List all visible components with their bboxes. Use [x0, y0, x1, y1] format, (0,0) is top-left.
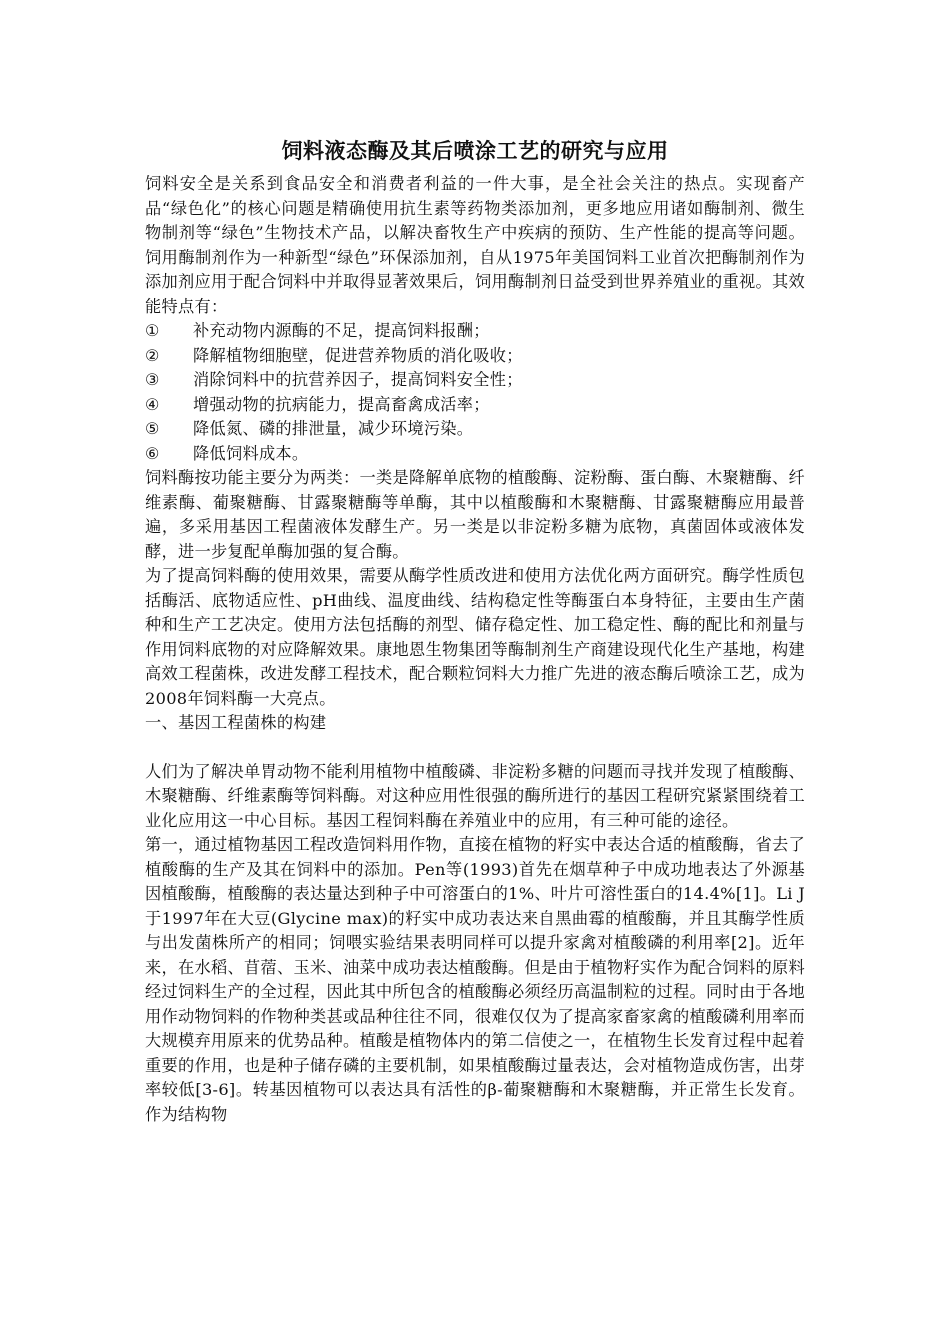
list-item [145, 442, 805, 467]
first-approach-paragraph: 第一，通过植物基因工程改造饲料用作物，直接在植物的籽实中表达合适的植酸酶，省去了植酸酶的生产及其在饲料中的添加。Pen等(1993)首先在烟草种子中成功地表达了外源基因植酸酶，植酸酶的表达量达到种子中可溶蛋白的1%、叶片可溶性蛋白的14.4%[1]。Li J于1997年在大豆(Glycine max)的籽实中成功表达来自黑曲霉的植酸酶，并且其酶学性质与出发菌株所产的相同；饲喂实验结果表明同样可以提升家禽对植酸磷的利用率[2]。近年来，在水稻、苜蓿、玉米、油菜中成功表达植酸酶。但是由于植物籽实作为配合饲料的原料经过饲料生产的全过程，因此其中所包含的植酸酶必须经历高温制粒的过程。同时由于各地用作动物饲料的作物种类甚或品种往往不同，很难仅仅为了提高家畜家禽的植酸磷利用率而大规模弃用原来的优势品种。植酸是植物体内的第二信使之一，在植物生长发育过程中起着重要的作用，也是种子储存磷的主要机制，如果植酸酶过量表达，会对植物造成伤害，出芽率较低[3-6]。转基因植物可以表达具有活性的β-葡聚糖酶和木聚糖酶，并正常生长发育。作为结构物 [145, 835, 805, 1124]
list-item [145, 344, 805, 369]
section-heading: 一、基因工程菌株的构建 [145, 713, 327, 732]
document-title: 饲料液态酶及其后喷涂工艺的研究与应用 [281, 138, 669, 163]
list-marker: ④ [145, 394, 160, 414]
list-item-text: 消除饲料中的抗营养因子，提高饲料安全性； [193, 370, 523, 389]
document-page [145, 136, 805, 1127]
list-item-text: 补充动物内源酶的不足，提高饲料报酬； [193, 321, 490, 340]
classes-paragraph: 饲料酶按功能主要分为两类：一类是降解单底物的植酸酶、淀粉酶、蛋白酶、木聚糖酶、纤维素酶、葡聚糖酶、甘露聚糖酶等单酶，其中以植酸酶和木聚糖酶、甘露聚糖酶应用最普遍，多采用基因工程菌液体发酵生产。另一类是以非淀粉多糖为底物，真菌固体或液体发酵，进一步复配单酶加强的复合酶。 [145, 468, 805, 561]
list-marker: ① [145, 321, 160, 340]
list-item-text: 增强动物的抗病能力，提高畜禽成活率； [193, 394, 490, 414]
list-item-text: 降低饲料成本。 [193, 443, 309, 463]
list-marker: ⑤ [145, 419, 160, 438]
list-marker: ⑥ [145, 443, 160, 463]
list-item [145, 393, 805, 418]
features-list [145, 319, 805, 466]
list-marker: ② [145, 345, 160, 365]
list-item [145, 417, 805, 442]
list-item-text: 降解植物细胞壁，促进营养物质的消化吸收； [193, 345, 523, 365]
improve-paragraph: 为了提高饲料酶的使用效果，需要从酶学性质改进和使用方法优化两方面研究。酶学性质包括酶活、底物适应性、pH曲线、温度曲线、结构稳定性等酶蛋白本身特征，主要由生产菌种和生产工艺决定。使用方法包括酶的剂型、储存稳定性、加工稳定性、酶的配比和剂量与作用饲料底物的对应降解效果。康地恩生物集团等酶制剂生产商建设现代化生产基地，构建高效工程菌株，改进发酵工程技术，配合颗粒饲料大力推广先进的液态酶后喷涂工艺，成为2008年饲料酶一大亮点。 [145, 566, 805, 708]
list-marker: ③ [145, 370, 160, 389]
list-item [145, 319, 805, 344]
intro-paragraph: 饲料安全是关系到食品安全和消费者利益的一件大事，是全社会关注的热点。实现畜产品“绿色化”的核心问题是精确使用抗生素等药物类添加剂，更多地应用诸如酶制剂、微生物制剂等“绿色”生物技术产品，以解决畜牧生产中疾病的预防、生产性能的提高等问题。饲用酶制剂作为一种新型“绿色”环保添加剂，自从1975年美国饲料工业首次把酶制剂作为添加剂应用于配合饲料中并取得显著效果后，饲用酶制剂日益受到世界养殖业的重视。其效能特点有： [145, 174, 805, 316]
list-item [145, 368, 805, 393]
list-item-text: 降低氮、磷的排泄量，减少环境污染。 [193, 419, 474, 438]
gene-paragraph: 人们为了解决单胃动物不能利用植物中植酸磷、非淀粉多糖的问题而寻找并发现了植酸酶、木聚糖酶、纤维素酶等饲料酶。对这种应用性很强的酶所进行的基因工程研究紧紧围绕着工业化应用这一中心目标。基因工程饲料酶在养殖业中的应用，有三种可能的途径。 [145, 761, 805, 830]
